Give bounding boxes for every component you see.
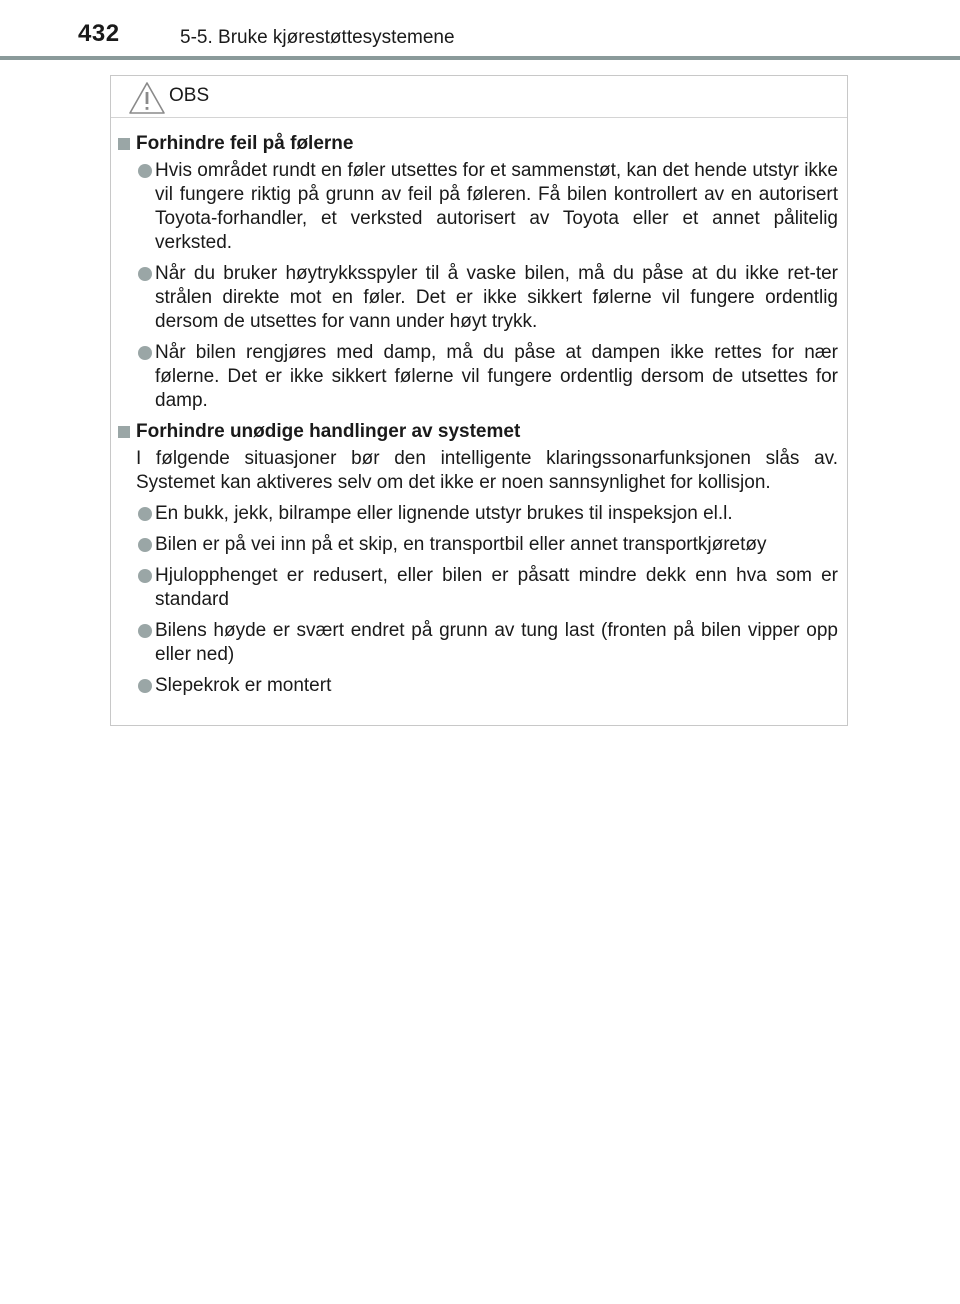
list-item [117, 674, 838, 698]
list-item-text: Hjulopphenget er redusert, eller bilen er påsatt mindre dekk enn hva som er standard [155, 565, 838, 610]
list-item-text: Bilens høyde er svært endret på grunn av tung last (fronten på bilen vipper opp eller ned) [155, 620, 838, 665]
page-header [0, 0, 960, 62]
warning-triangle-icon [128, 81, 166, 115]
section-unnecessary-operation [117, 420, 838, 698]
square-bullet-icon [118, 426, 130, 438]
list-item-text: Når du bruker høytrykksspyler til å vaske bilen, må du påse at du ikke ret-ter strålen direkte mot en føler. Det er ikke sikkert følerne vil fungere ordentlig dersom de utsettes for vann under høyt trykk. [155, 263, 838, 332]
bullet-list [117, 502, 838, 698]
list-item [117, 341, 838, 413]
section-sensor-damage [117, 132, 838, 413]
round-bullet-icon [138, 538, 152, 552]
round-bullet-icon [138, 507, 152, 521]
list-item-text: En bukk, jekk, bilrampe eller lignende utstyr brukes til inspeksjon el.l. [155, 503, 733, 524]
list-item [117, 533, 838, 557]
list-item-text: Hvis området rundt en føler utsettes for et sammenstøt, kan det hende utstyr ikke vil fungere riktig på grunn av feil på føleren. Få bilen kontrollert av en autorisert Toyota-forhandler, et verksted autorisert av Toyota eller et annet pålitelig verksted. [155, 160, 838, 253]
section-heading [117, 132, 838, 156]
round-bullet-icon [138, 679, 152, 693]
round-bullet-icon [138, 624, 152, 638]
header-rule [0, 56, 960, 60]
notice-header [111, 76, 847, 118]
notice-box [110, 75, 848, 726]
round-bullet-icon [138, 267, 152, 281]
list-item-text: Bilen er på vei inn på et skip, en transportbil eller annet transportkjøretøy [155, 534, 767, 555]
list-item [117, 619, 838, 667]
section-heading-text: Forhindre unødige handlinger av systemet [136, 421, 521, 442]
notice-body [111, 118, 847, 698]
section-heading [117, 420, 838, 444]
section-heading-text: Forhindre feil på følerne [136, 133, 354, 154]
list-item-text: Når bilen rengjøres med damp, må du påse at dampen ikke rettes for nær følerne. Det er ikke sikkert følerne vil fungere ordentlig dersom de utsettes for damp. [155, 342, 838, 411]
list-item [117, 159, 838, 255]
page-number: 432 [78, 20, 120, 47]
bullet-list [117, 159, 838, 413]
list-item [117, 502, 838, 526]
list-item [117, 564, 838, 612]
round-bullet-icon [138, 164, 152, 178]
square-bullet-icon [118, 138, 130, 150]
section-intro: I følgende situasjoner bør den intelligente klaringssonarfunksjonen slås av. Systemet kan aktiveres selv om det ikke er noen sannsynlighet for kollisjon. [136, 448, 838, 493]
list-item-text: Slepekrok er montert [155, 675, 332, 696]
round-bullet-icon [138, 346, 152, 360]
notice-title: OBS [169, 85, 210, 106]
chapter-title: 5-5. Bruke kjørestøttesystemene [180, 27, 455, 48]
round-bullet-icon [138, 569, 152, 583]
list-item [117, 262, 838, 334]
